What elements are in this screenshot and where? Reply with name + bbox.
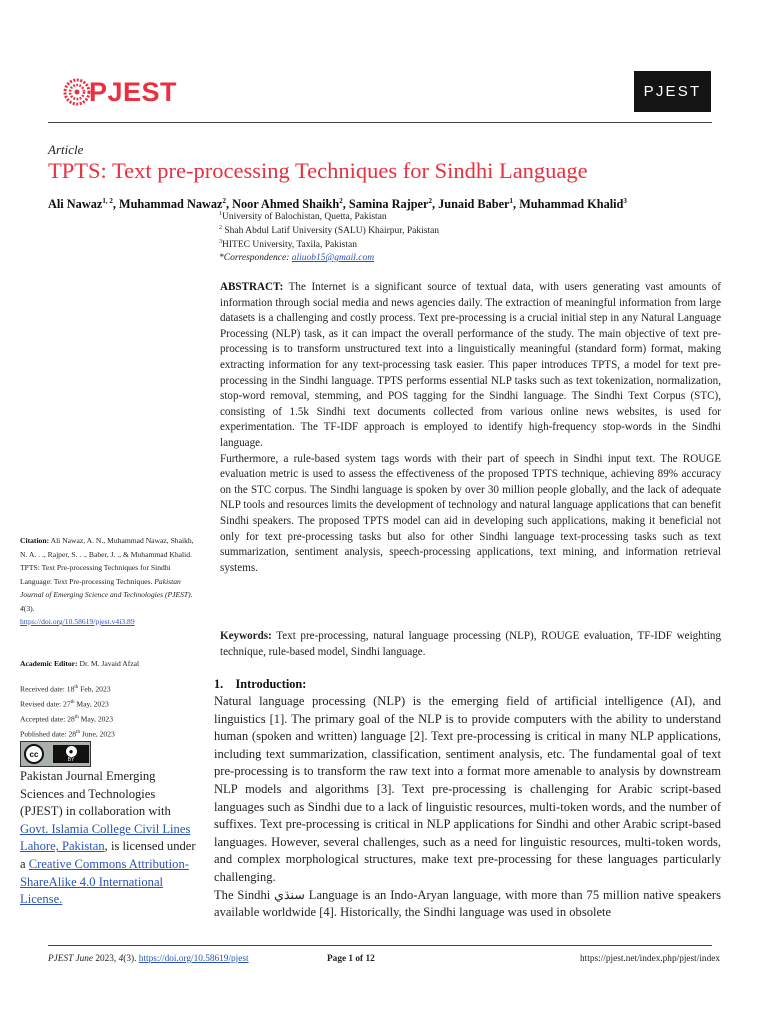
intro-paragraph: Natural language processing (NLP) is the emerging field of artificial intelligence (AI), and linguistics [1]. The primary goal of the NLP is to provide computers with the ability to understand human (spoken and written) language [2]. Text pre-processing is critical in many NLP applications, including text summarization, classification, sentiment analysis, etc. The fundamental goal of text pre-processing is to transform the raw text into a format more amenable to analysis by downstream NLP models and algorithms [3]. Text pre-processing is challenging for Arabic script-based languages such as Sindhi due to a lack of linguistic resources, multi-token words, and the number of suffixes. Text pre-processing is critical in NLP applications for Sindhi and other Arabic script-based languages. However, several challenges, such as a need for linguistic resources, multi-token words, and complex morphological structures, make text pre-processing for these languages particularly challenging. — [214, 694, 721, 884]
citation-doi-link[interactable]: https://doi.org/10.58619/pjest.v4i3.89 — [20, 617, 135, 626]
journal-badge: PJEST — [634, 71, 711, 112]
revised-date: Revised date: 27th May, 2023 — [20, 699, 109, 709]
correspondence-email-link[interactable]: aliuob15@gmail.com — [291, 253, 375, 263]
section-heading: 1. Introduction: — [214, 677, 307, 691]
author: Junaid Baber$^1$ — [438, 197, 514, 212]
abstract-paragraph: Furthermore, a rule-based system tags words with their part of speech in Sindhi input text. The ROUGE evaluation metric is used to assess the effectiveness of the proposed TPTS technique, achieving 89% accuracy on the STC corpus. The Sindhi language is spoken by over 30 million people globally, and the lack of adequate NLP tools and resources limits the development of technology and natural language applications that can benefit Sindhi speakers. The proposed TPTS model can aid in developing such applications, making it beneficial not only for text pre-processing tasks but also for other Sindhi language text-processing tasks such as text summarization, sentiment analysis, speech-processing applications, text mining, and information retrieval systems. — [220, 452, 721, 574]
license-text: Pakistan Journal Emerging Sciences and Technologies (PJEST) in collaboration with Govt. Islamia College Civil Lines Lahore, Pakistan, is licensed under a Creative Commons Attribution-ShareAlike 4.0 International License. — [20, 769, 196, 907]
received-date: Received date: 18th Feb, 2023 — [20, 684, 111, 694]
abstract-paragraph: ABSTRACT: The Internet is a significant source of textual data, with users generating vast amounts of information through social media and news agencies daily. The extraction of meaningful information from large datasets is a challenging and costly process. Text pre-processing is a crucial initial step in any Natural Language Processing (NLP) task, as it can impact the overall performance of the study. The main objective of text pre-processing is to transform unstructured text into a linguistically meaningful (standard form) format, making extracting information for any text-processing task easier. This paper introduces TPTS, a model for text pre-processing in the Sindhi language. TPTS performs essential NLP tasks such as text tokenization, normalization, stop-word removal, stemming, and POS tagging for the Sindhi language. The Sindhi Text Corpus (STC), consisting of 1.5k Sindhi text documents collected from various online news websites, is used for experimentation. The TF-IDF approach is employed to identify high-frequency stop-words in the Sindhi language. — [220, 281, 721, 449]
attribution-icon: ● BY — [53, 745, 89, 763]
introduction-body — [214, 693, 721, 922]
author: Ali Nawaz$^{1, 2}$ — [48, 197, 113, 212]
page-number: Page 1 of 12 — [327, 954, 375, 964]
abstract — [220, 280, 721, 576]
college-link[interactable]: Govt. Islamia College Civil Lines Lahore, Pakistan — [20, 821, 191, 854]
logo-text: PJEST — [89, 76, 178, 107]
author: Muhammad Nawaz$^2$ — [118, 197, 226, 212]
person-icon: ● — [66, 746, 77, 757]
journal-logo — [62, 74, 177, 110]
footer-citation: PJEST June 2023, 4(3). https://doi.org/10.58619/pjest — [48, 954, 249, 964]
accepted-date: Accepted date: 28th May, 2023 — [20, 714, 114, 724]
article-type: Article — [48, 142, 84, 157]
keywords: Keywords: Text pre-processing, natural language processing (NLP), ROUGE evaluation, TF-IDF weighting technique, rule-based model, Sindhi language. — [220, 630, 721, 658]
author: Noor Ahmed Shaikh$^2$ — [232, 197, 343, 212]
globe-logo-icon — [62, 77, 92, 107]
license-link[interactable]: Creative Commons Attribution-ShareAlike 4.0 International License. — [20, 856, 189, 907]
creative-commons-icon: cc — [24, 744, 44, 764]
affiliation: $^1$University of Balochistan, Quetta, Pakistan — [219, 211, 387, 223]
intro-paragraph: The Sindhi سنڌي Language is an Indo-Aryan language, with more than 75 million native speakers available worldwide [4]. Historically, the Sindhi language was used in obsolete — [214, 887, 721, 920]
correspondence: *Correspondence: aliuob15@gmail.com — [219, 253, 375, 263]
footer-doi-link[interactable]: https://doi.org/10.58619/pjest — [138, 954, 249, 964]
author: Muhammad Khalid$^3$ — [519, 197, 627, 212]
academic-editor: Academic Editor: Dr. M. Javaid Afzal — [20, 659, 140, 668]
author: Samina Rajper$^2$ — [348, 197, 432, 212]
author-list: Ali Nawaz$^{1, 2}$, Muhammad Nawaz$^2$, Noor Ahmed Shaikh$^2$, Samina Rajper$^2$, Junaid Baber$^1$, Muhammad Khalid$^3$ — [48, 197, 627, 212]
affiliation: $^2$ Shah Abdul Latif University (SALU) Khairpur, Pakistan — [219, 225, 440, 237]
header-divider — [48, 122, 712, 123]
journal-url[interactable]: https://pjest.net/index.php/pjest/index — [580, 954, 720, 964]
dates-block — [20, 681, 195, 741]
footer-divider — [48, 945, 712, 946]
affiliation: $^3$HITEC University, Taxila, Pakistan — [219, 239, 357, 251]
cc-by-license-badge[interactable] — [20, 741, 91, 767]
paper-title: TPTS: Text pre-processing Techniques for Sindhi Language — [48, 158, 588, 183]
published-date: Published date: 28th June, 2023 — [20, 729, 115, 739]
citation-block: Citation: Ali Nawaz, A. N., Muhammad Nawaz, Shaikh, N. A. . ., Rajper, S. . ., Baber, J. ., & Muhammad Khalid. TPTS: Text Pre-processing Techniques for Sindhi Language: Text Pre-processing Techniques. Pakistan Journal of Emerging Science and Technologies (PJEST). 4(3). https://doi.org/10.58619/pjest.v4i3.89 — [20, 536, 194, 626]
